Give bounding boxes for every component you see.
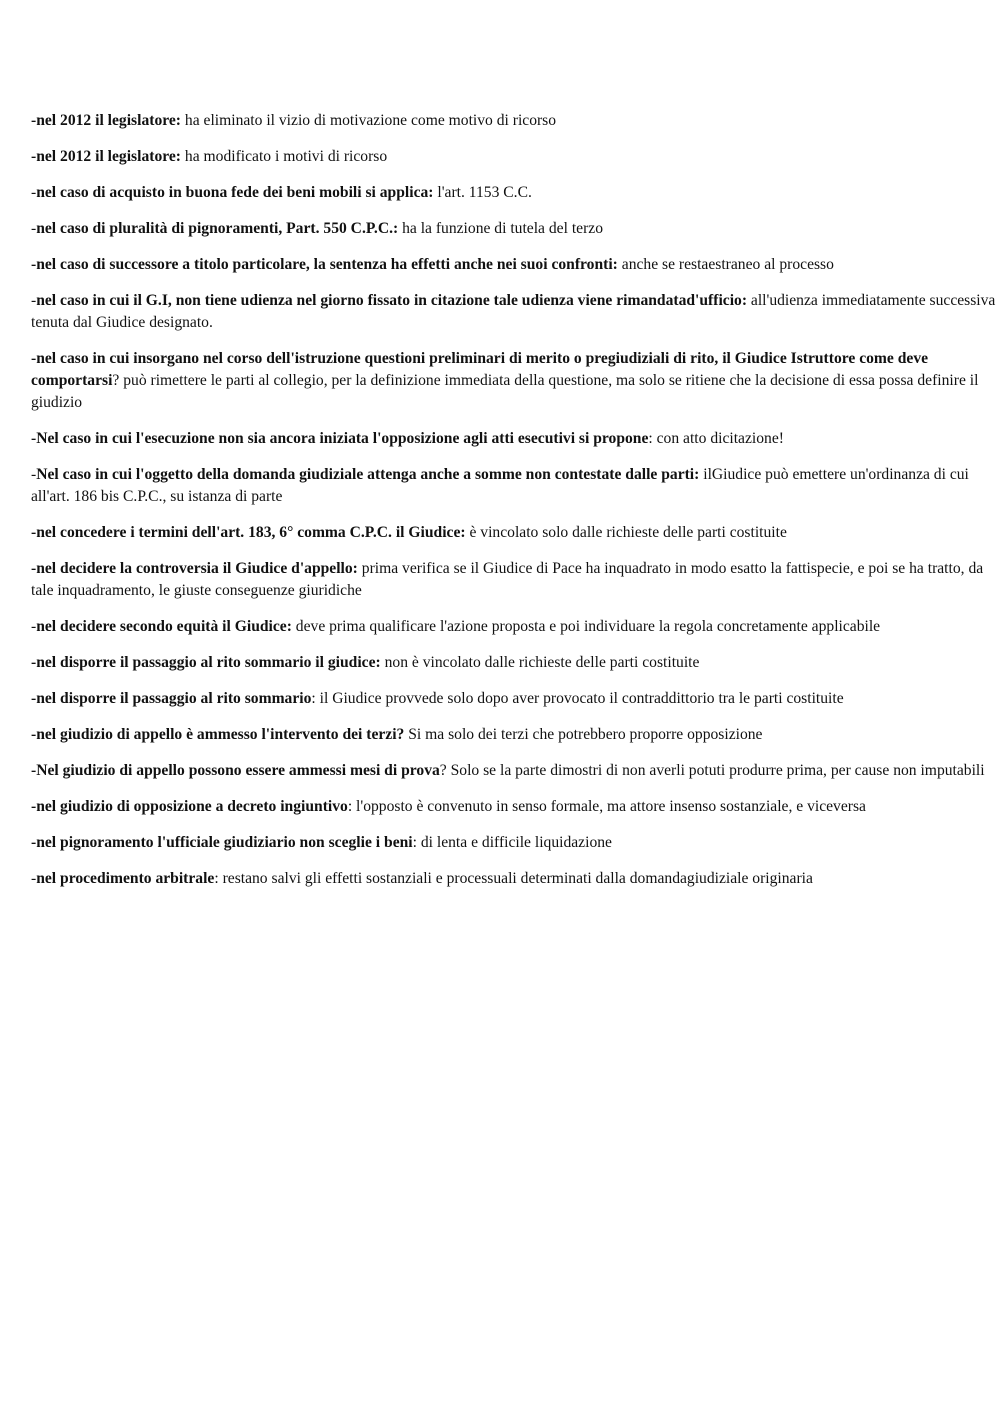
entry-answer: : il Giudice provvede solo dopo aver provocato il contraddittorio tra le parti costituite [311, 690, 844, 707]
document-page [31, 110, 1000, 904]
entry-question: nel 2012 il legislatore: [36, 148, 182, 165]
entry-dash: - [31, 292, 37, 309]
entry-question: nel procedimento arbitrale [36, 870, 215, 887]
entry-question: nel caso di acquisto in buona fede dei beni mobili si applica: [36, 184, 434, 201]
qa-entry [31, 146, 1000, 168]
qa-entry [31, 796, 1000, 818]
entry-dash: - [31, 184, 37, 201]
entry-answer: ilGiudice può emettere un'ordinanza di cui all'art. 186 bis C.P.C., su istanza di parte [31, 466, 969, 505]
entry-answer: ha modificato i motivi di ricorso [181, 148, 388, 165]
entry-question: nel 2012 il legislatore: [36, 112, 182, 129]
entry-dash: - [31, 654, 37, 671]
entry-answer: deve prima qualificare l'azione proposta e poi individuare la regola concretamente applicabile [291, 618, 881, 635]
entry-dash: - [31, 148, 37, 165]
entry-answer: ? può rimettere le parti al collegio, per la definizione immediata della questione, ma solo se ritiene che la decisione di essa possa definire il giudizio [31, 372, 979, 411]
entry-question: nel giudizio di appello è ammesso l'intervento dei terzi? [36, 726, 405, 743]
entry-dash: - [31, 430, 37, 447]
entry-answer: anche se restaestraneo al processo [617, 256, 834, 273]
qa-entry [31, 110, 1000, 132]
entry-question: nel concedere i termini dell'art. 183, 6° comma C.P.C. il Giudice: [36, 524, 466, 541]
entry-question: nel caso di pluralità di pignoramenti, Part. 550 C.P.C.: [36, 220, 399, 237]
qa-entry [31, 688, 1000, 710]
qa-entry [31, 724, 1000, 746]
entry-answer: ha eliminato il vizio di motivazione come motivo di ricorso [181, 112, 557, 129]
entry-dash: - [31, 350, 37, 367]
entry-question: Nel caso in cui l'oggetto della domanda giudiziale attenga anche a somme non contestate dalle parti: [36, 466, 700, 483]
entry-dash: - [31, 798, 37, 815]
entry-dash: - [31, 112, 37, 129]
entry-answer: all'udienza immediatamente successiva tenuta dal Giudice designato. [31, 292, 996, 331]
entry-answer: : di lenta e difficile liquidazione [412, 834, 612, 851]
entry-question: nel giudizio di opposizione a decreto ingiuntivo [36, 798, 348, 815]
entry-answer: l'art. 1153 C.C. [433, 184, 532, 201]
qa-entry [31, 616, 1000, 638]
entry-answer: : con atto dicitazione! [648, 430, 784, 447]
entry-dash: - [31, 466, 37, 483]
entry-question: nel decidere la controversia il Giudice d'appello: [36, 560, 358, 577]
entry-question: nel caso di successore a titolo particolare, la sentenza ha effetti anche nei suoi confronti: [36, 256, 618, 273]
entry-answer: ha la funzione di tutela del terzo [398, 220, 603, 237]
qa-entry [31, 558, 1000, 602]
entry-dash: - [31, 762, 37, 779]
entry-question: nel disporre il passaggio al rito sommario il giudice: [36, 654, 381, 671]
entry-answer: : l'opposto è convenuto in senso formale, ma attore insenso sostanziale, e viceversa [347, 798, 866, 815]
qa-entry [31, 832, 1000, 854]
qa-entry [31, 182, 1000, 204]
entry-question: nel disporre il passaggio al rito sommario [36, 690, 312, 707]
entry-dash: - [31, 256, 37, 273]
qa-entry [31, 348, 1000, 414]
qa-entry [31, 464, 1000, 508]
entry-answer: è vincolato solo dalle richieste delle parti costituite [465, 524, 787, 541]
entry-question: Nel caso in cui l'esecuzione non sia ancora iniziata l'opposizione agli atti esecutivi si propone [36, 430, 649, 447]
entry-dash: - [31, 560, 37, 577]
entry-dash: - [31, 726, 37, 743]
entry-answer: Si ma solo dei terzi che potrebbero proporre opposizione [404, 726, 763, 743]
entry-answer: : restano salvi gli effetti sostanziali e processuali determinati dalla domandagiudiziale originaria [214, 870, 813, 887]
qa-entry [31, 868, 1000, 890]
entry-question: nel pignoramento l'ufficiale giudiziario non sceglie i beni [36, 834, 413, 851]
entry-answer: ? Solo se la parte dimostri di non averli potuti produrre prima, per cause non imputabili [439, 762, 985, 779]
entry-question: Nel giudizio di appello possono essere ammessi mesi di prova [36, 762, 440, 779]
qa-entry [31, 652, 1000, 674]
entry-dash: - [31, 690, 37, 707]
entry-dash: - [31, 618, 37, 635]
qa-entry [31, 760, 1000, 782]
qa-entry [31, 254, 1000, 276]
entry-question: nel decidere secondo equità il Giudice: [36, 618, 292, 635]
entry-dash: - [31, 524, 37, 541]
qa-entry [31, 218, 1000, 240]
entry-answer: prima verifica se il Giudice di Pace ha inquadrato in modo esatto la fattispecie, e poi se ha tratto, da tale inquadramento, le giuste conseguenze giuridiche [31, 560, 984, 599]
entry-question: nel caso in cui insorgano nel corso dell'istruzione questioni preliminari di merito o pregiudiziali di rito, il Giudice Istruttore come deve comportarsi [31, 350, 929, 389]
entry-question: nel caso in cui il G.I, non tiene udienza nel giorno fissato in citazione tale udienza viene rimandatad'ufficio: [36, 292, 748, 309]
qa-entry [31, 428, 1000, 450]
entry-dash: - [31, 220, 37, 237]
entry-answer: non è vincolato dalle richieste delle parti costituite [380, 654, 700, 671]
qa-entry [31, 290, 1000, 334]
entry-dash: - [31, 870, 37, 887]
qa-entry [31, 522, 1000, 544]
entry-dash: - [31, 834, 37, 851]
